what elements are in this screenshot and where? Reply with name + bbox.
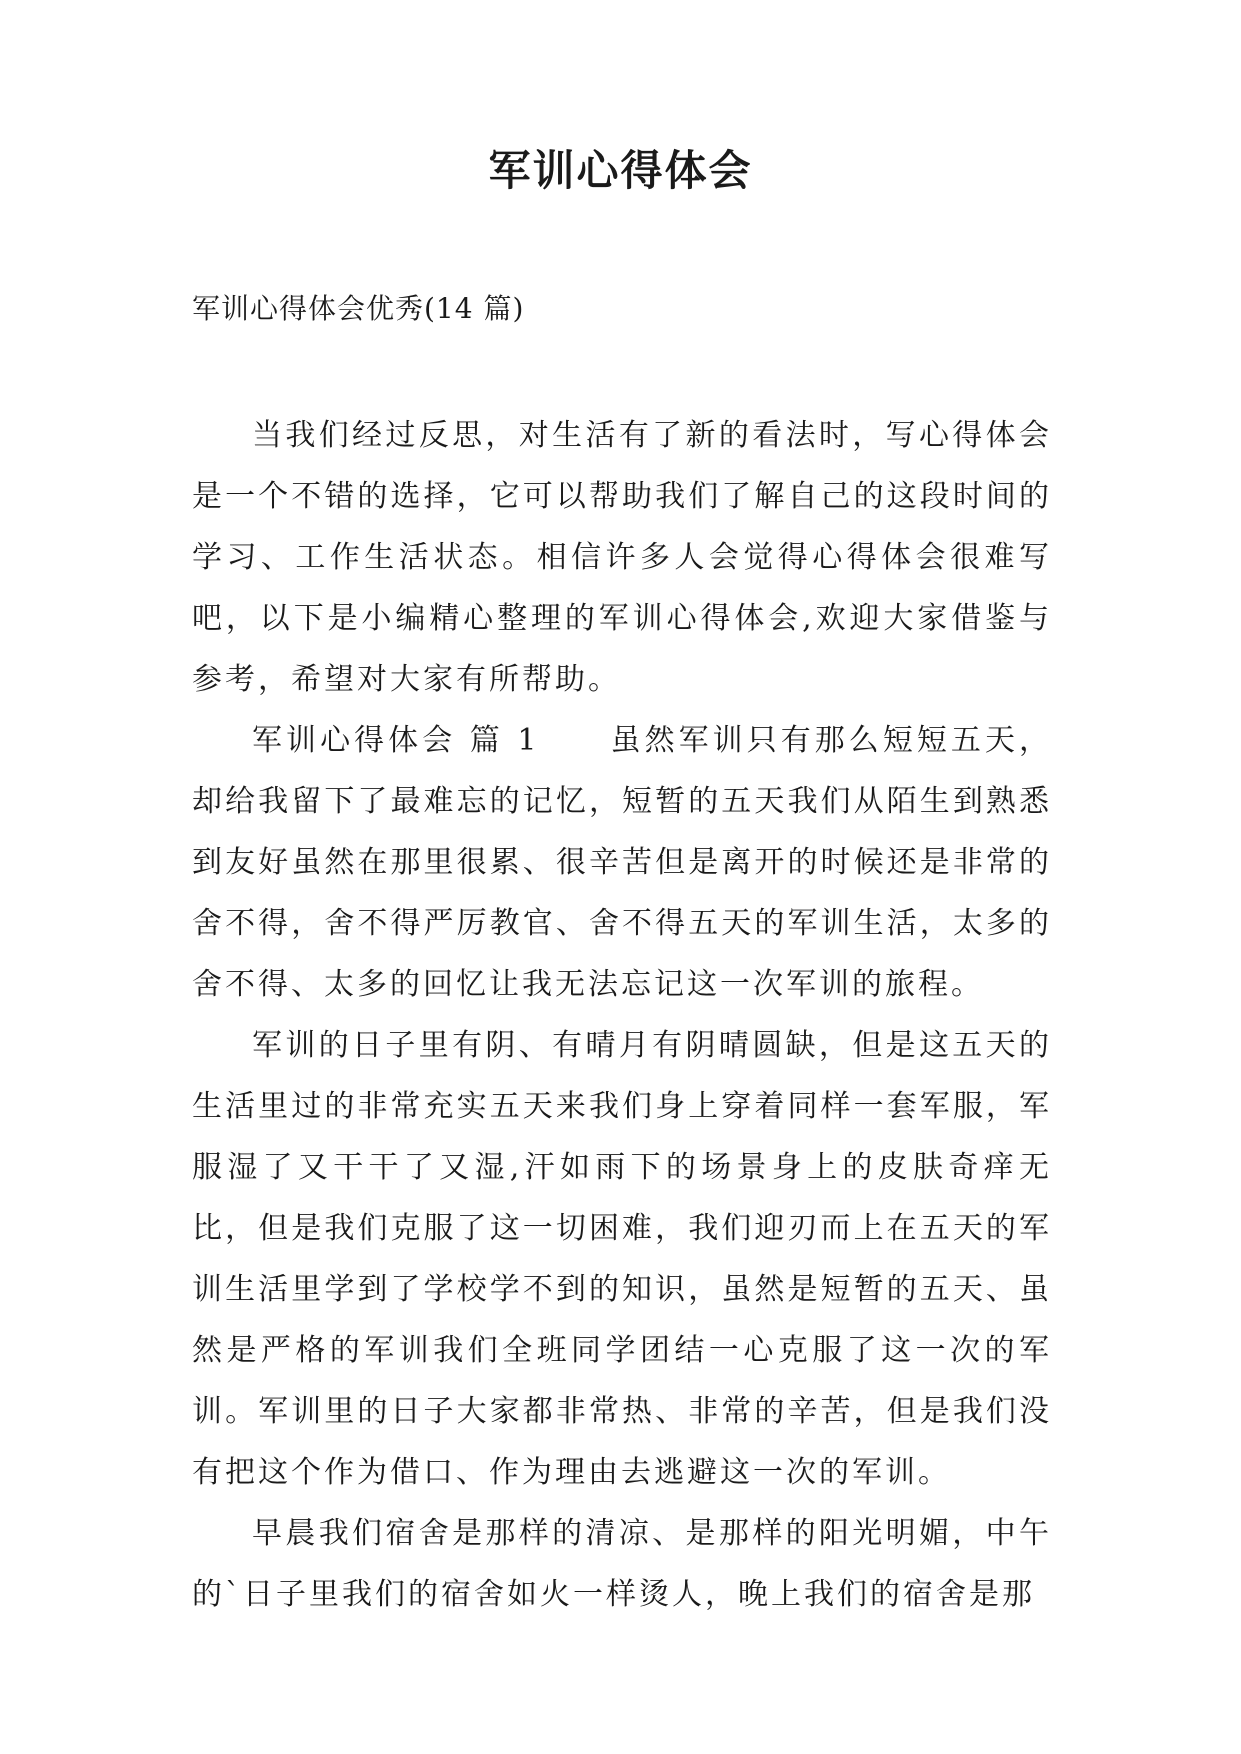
document-title: 军训心得体会 [488,146,753,195]
document-subtitle: 军训心得体会优秀(14 篇) [192,292,525,325]
document-body [192,405,1052,1625]
intro-paragraph: 当我们经过反思，对生活有了新的看法时，写心得体会是一个不错的选择，它可以帮助我们了解自己的这段时间的学习、工作生活状态。相信许多人会觉得心得体会很难写吧，以下是小编精心整理的军训心得体会,欢迎大家借鉴与参考，希望对大家有所帮助。 [192,418,1052,697]
section-1-first-paragraph [192,710,1052,1015]
section-1-heading: 军训心得体会 篇 1 [252,723,540,758]
section-1-paragraph-2: 军训的日子里有阴、有晴月有阴晴圆缺，但是这五天的生活里过的非常充实五天来我们身上穿着同样一套军服，军服湿了又干干了又湿,汗如雨下的场景身上的皮肤奇痒无比，但是我们克服了这一切困难，我们迎刃而上在五天的军训生活里学到了学校学不到的知识，虽然是短暂的五天、虽然是严格的军训我们全班同学团结一心克服了这一次的军训。军训里的日子大家都非常热、非常的辛苦，但是我们没有把这个作为借口、作为理由去逃避这一次的军训。 [192,1028,1052,1490]
section-1-paragraph-1-text: 虽然军训只有那么短短五天，却给我留下了最难忘的记忆，短暂的五天我们从陌生到熟悉到友好虽然在那里很累、很辛苦但是离开的时候还是非常的舍不得，舍不得严厉教官、舍不得五天的军训生活，太多的舍不得、太多的回忆让我无法忘记这一次军训的旅程。 [192,723,1052,1002]
section-1-paragraph-3: 早晨我们宿舍是那样的清凉、是那样的阳光明媚，中午的`日子里我们的宿舍如火一样烫人，晚上我们的宿舍是那 [192,1516,1052,1612]
